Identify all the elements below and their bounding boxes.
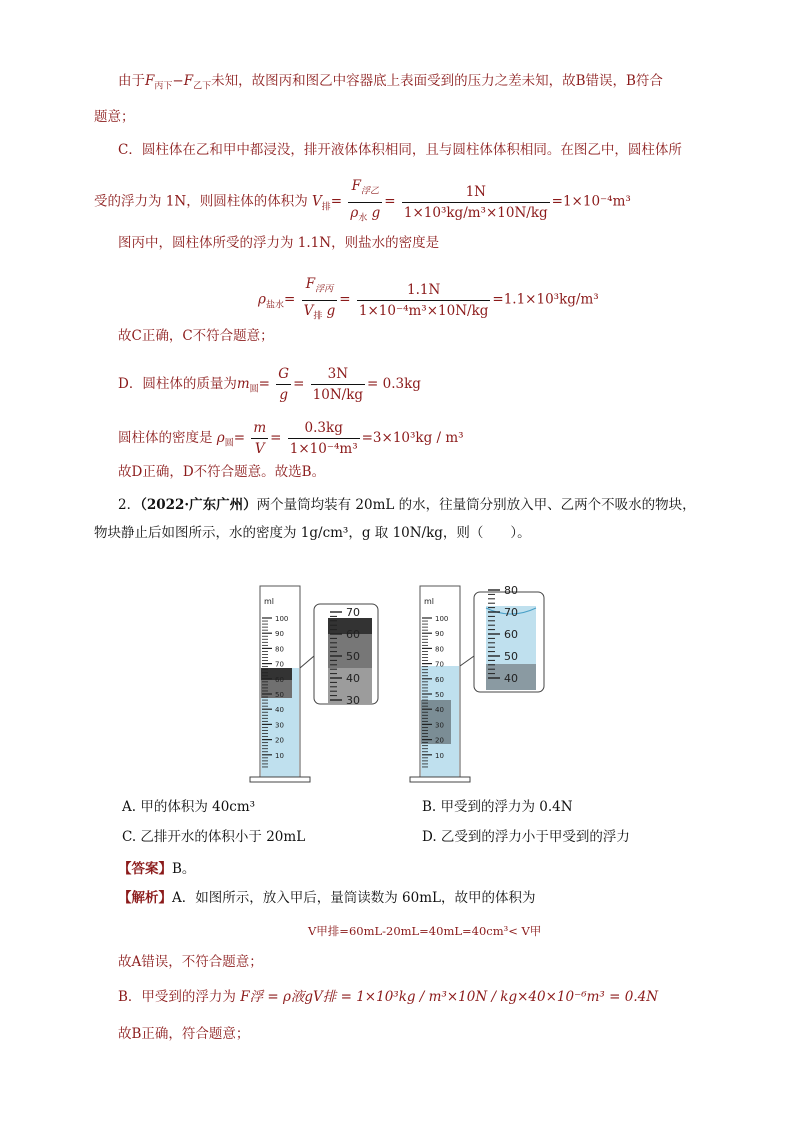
formula-line (118, 418, 464, 459)
formula-line (258, 274, 599, 326)
formula-symbol: ρ (350, 204, 359, 221)
tick-label: 40 (275, 706, 284, 715)
formula-symbol: ρ (216, 430, 225, 446)
tick-label: 80 (435, 645, 444, 654)
fraction-numerator: m (251, 418, 268, 439)
text-span: =1×10⁻⁴m³ (551, 193, 631, 210)
subscript: 浮丙 (315, 284, 334, 295)
text-span: = (270, 430, 282, 446)
formula-line (118, 364, 421, 405)
formula-line (118, 988, 658, 1006)
subscript: 水 (358, 213, 368, 224)
text-span: − (172, 73, 184, 89)
fraction (302, 274, 338, 326)
text-line: 图丙中，圆柱体所受的浮力为 1.1N，则盐水的密度是 (118, 235, 440, 251)
subscript: 丙下 (154, 81, 173, 92)
tick-label: 50 (435, 691, 444, 699)
text-line: 故A错误，不符合题意； (118, 954, 263, 970)
text-line: 故D正确，D不符合题意。故选B。 (118, 464, 326, 480)
subscript: 乙下 (193, 81, 212, 92)
formula-line: V甲排=60mL-20mL=40mL=40cm³< V甲 (308, 924, 542, 938)
fraction (276, 364, 291, 405)
subscript: 浮乙 (361, 186, 380, 197)
option-c: C. 乙排开水的体积小于 20mL (122, 829, 306, 845)
tick-label: 70 (435, 660, 444, 669)
option-a: A. 甲的体积为 40cm³ (122, 799, 256, 815)
fraction (357, 280, 491, 321)
formula-symbol: ρ (258, 291, 266, 308)
text-span: =3×10³kg / m³ (361, 430, 464, 446)
tick-label: 60 (275, 675, 284, 684)
text-span: = (283, 291, 296, 308)
answer-value: B。 (172, 861, 196, 877)
fraction-numerator: G (276, 364, 291, 385)
zoom-callout-left (300, 604, 378, 707)
formula-symbol: F (305, 276, 316, 292)
text-line (118, 72, 663, 96)
text-span: 两个量筒均装有 20mL 的水，往量筒分别放入甲、乙两个不吸水的物块， (256, 497, 696, 513)
formula-symbol: V (312, 193, 322, 210)
text-span: = (339, 291, 351, 308)
formula-symbol: V (303, 302, 314, 319)
formula-symbol: g (326, 302, 336, 319)
unit-label: ml (424, 597, 435, 606)
tick-label: 30 (435, 721, 444, 730)
subscript: 圆 (249, 384, 259, 395)
fraction-numerator: 1.1N (357, 280, 491, 301)
text-line: C．圆柱体在乙和甲中都浸没，排开液体体积相同，且与圆柱体体积相同。在图乙中，圆柱体所 (118, 142, 682, 158)
tick-label: 10 (275, 751, 284, 760)
fraction (402, 182, 550, 223)
text-span: =1.1×10³kg/m³ (492, 291, 599, 308)
formula: F浮 = ρ液gV排 = 1×10³kg / m³×10N / kg×40×10⁻⁶m³ = 0.4N (240, 989, 659, 1005)
answer-line (118, 860, 195, 878)
fraction-denominator: 1×10³kg/m³×10N/kg (403, 204, 548, 221)
tick-label: 100 (275, 615, 289, 623)
zoom-tick-label: 80 (504, 584, 518, 597)
tick-label: 90 (435, 630, 444, 639)
fraction-denominator: 1×10⁻⁴m³ (289, 441, 358, 457)
tick-label: 90 (275, 630, 284, 639)
fraction (251, 418, 268, 459)
fraction-denominator: 10N/kg (312, 387, 364, 403)
fraction-numerator: 3N (311, 364, 365, 385)
text-line: 故B正确，符合题意； (118, 1026, 250, 1042)
subscript: 排 (321, 202, 331, 213)
text-span: = (330, 193, 343, 210)
tick-label: 70 (275, 660, 284, 669)
question-number: 2． (118, 497, 141, 513)
tick-label: 60 (435, 675, 444, 684)
tick-label: 10 (435, 751, 444, 760)
text-span: 受的浮力为 1N，则圆柱体的体积为 (94, 193, 308, 210)
question-line (118, 496, 696, 514)
fraction-denominator: 1×10⁻⁴m³×10N/kg (358, 302, 489, 319)
tick-label: 40 (435, 706, 444, 715)
formula-symbol: F (145, 73, 155, 89)
text-span: = (293, 376, 305, 392)
option-d: D. 乙受到的浮力小于甲受到的浮力 (422, 829, 630, 845)
zoom-tick-label: 40 (504, 672, 518, 685)
tick-label: 30 (275, 721, 284, 730)
text-span: = 0.3kg (367, 376, 421, 392)
fraction-denominator: V (254, 441, 265, 457)
option-b: B. 甲受到的浮力为 0.4N (422, 799, 573, 815)
zoom-tick-label: 40 (346, 672, 360, 685)
fraction (311, 364, 365, 405)
tick-label: 100 (435, 615, 449, 623)
formula-symbol: F (183, 73, 194, 89)
fraction (348, 176, 382, 228)
formula-line (94, 176, 631, 228)
formula-symbol: F (351, 178, 361, 194)
zoom-tick-label: 60 (504, 628, 518, 641)
zoom-tick-label: 50 (504, 650, 518, 663)
zoom-tick-label: 50 (346, 650, 360, 663)
text-span: = (258, 376, 270, 392)
cylinder-right (410, 586, 470, 782)
tick-label: 50 (275, 691, 284, 699)
zoom-tick-label: 70 (504, 606, 518, 619)
zoom-tick-label: 30 (346, 694, 360, 707)
text-span: 由于 (118, 73, 145, 89)
fraction-numerator: 0.3kg (288, 418, 360, 439)
text-span: A．如图所示，放入甲后，量筒读数为 60mL，故甲的体积为 (172, 890, 536, 906)
zoom-tick-label: 60 (346, 628, 360, 641)
cylinders-figure (240, 576, 560, 786)
fraction-numerator: 1N (402, 182, 550, 203)
text-line: 故C正确，C不符合题意； (118, 328, 274, 344)
zoom-callout-right (460, 584, 544, 692)
text-line: 题意； (94, 109, 135, 125)
text-span: D．圆柱体的质量为 (118, 376, 237, 392)
subscript: 盐水 (265, 300, 284, 311)
question-source: （2022·广东广州） (140, 497, 257, 513)
fraction-denominator: g (279, 387, 288, 403)
fraction (288, 418, 360, 459)
explanation-label: 【解析】 (118, 890, 172, 906)
formula-symbol: m (236, 376, 250, 392)
tick-label: 80 (275, 645, 284, 654)
cylinder-left (250, 586, 310, 782)
zoom-tick-label: 70 (346, 606, 360, 619)
question-line: 物块静止后如图所示，水的密度为 1g/cm³，g 取 10N/kg，则（ ）。 (94, 525, 531, 541)
explanation-line (118, 889, 535, 907)
answer-label: 【答案】 (118, 861, 172, 877)
tick-label: 20 (435, 736, 444, 745)
text-span: B．甲受到的浮力为 (118, 989, 236, 1005)
subscript: 排 (313, 311, 323, 322)
text-span: = (233, 430, 246, 446)
subscript: 圆 (224, 438, 234, 449)
text-span: = (384, 193, 396, 210)
text-span: 圆柱体的密度是 (118, 430, 213, 446)
unit-label: ml (264, 597, 275, 606)
tick-label: 20 (275, 736, 284, 745)
formula-symbol: g (371, 204, 381, 221)
text-span: 未知，故图丙和图乙中容器底上表面受到的压力之差未知，故B错误，B符合 (211, 73, 663, 89)
